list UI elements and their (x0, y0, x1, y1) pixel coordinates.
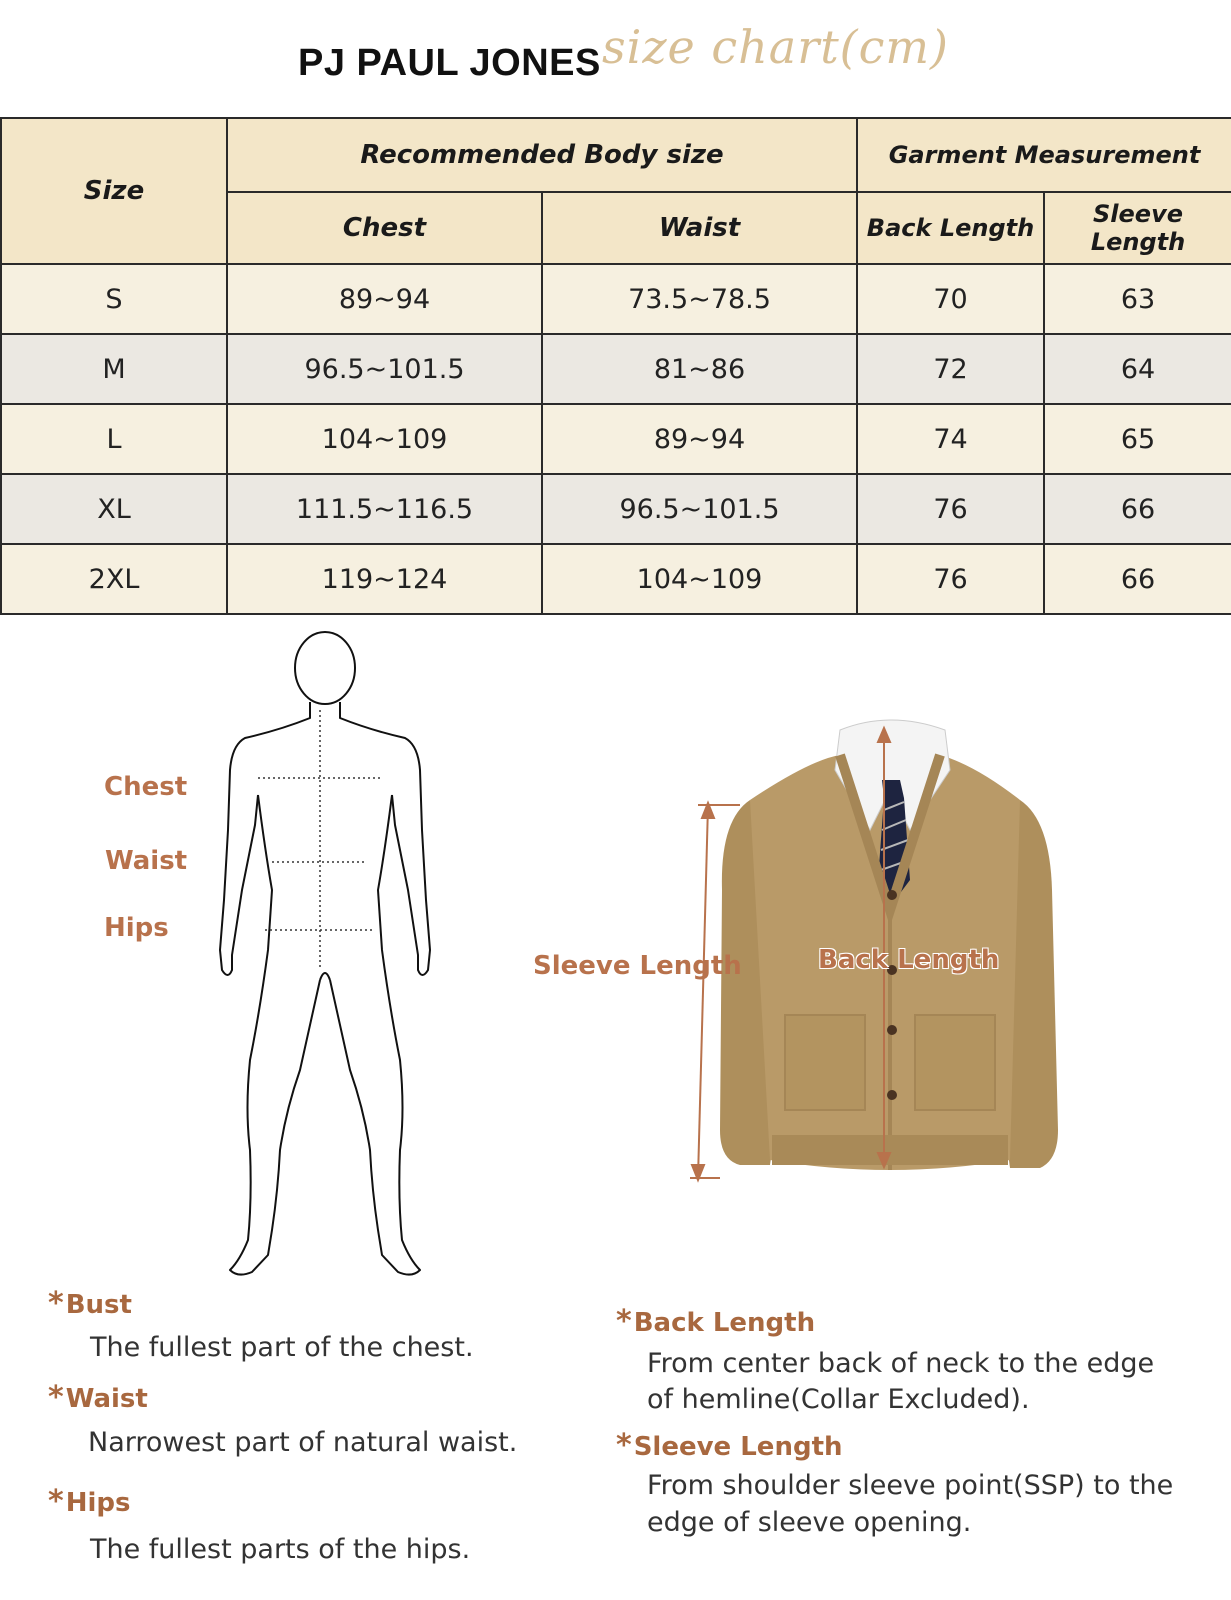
waist-header: Waist (542, 192, 857, 264)
sleeve-length-diagram-label: Sleeve Length (533, 951, 742, 981)
bust-note-title (48, 1286, 132, 1321)
table-row (1, 474, 1231, 544)
waist-note-title-text: Waist (65, 1384, 148, 1414)
bust-note-title-text: Bust (65, 1290, 132, 1320)
asterisk-icon: * (616, 1428, 632, 1463)
chest-cell: 111.5~116.5 (227, 474, 542, 544)
size-cell: S (1, 264, 227, 334)
brand-name: PJ PAUL JONES (298, 42, 601, 84)
size-cell: L (1, 404, 227, 474)
sleeve-length-cell: 64 (1044, 334, 1231, 404)
back-length-note-line1: From center back of neck to the edge (647, 1348, 1155, 1379)
chest-cell: 89~94 (227, 264, 542, 334)
table-row (1, 404, 1231, 474)
asterisk-icon: * (48, 1484, 64, 1519)
sleeve-length-note-line1: From shoulder sleeve point(SSP) to the (647, 1470, 1174, 1501)
waist-note-title (48, 1380, 148, 1415)
sleeve-length-header: Sleeve Length (1044, 192, 1231, 264)
sleeve-length-cell: 63 (1044, 264, 1231, 334)
table-row (1, 334, 1231, 404)
asterisk-icon: * (616, 1304, 632, 1339)
back-length-note-title-text: Back Length (633, 1308, 816, 1338)
back-length-diagram-label: Back Length (818, 945, 1000, 975)
waist-note-text: Narrowest part of natural waist. (88, 1427, 518, 1458)
hips-note-title (48, 1484, 130, 1519)
waist-cell: 81~86 (542, 334, 857, 404)
size-header: Size (1, 118, 227, 264)
back-length-note-title (616, 1304, 815, 1339)
back-length-cell: 76 (857, 474, 1044, 544)
asterisk-icon: * (48, 1380, 64, 1415)
sleeve-length-note-title (616, 1428, 843, 1463)
chest-cell: 104~109 (227, 404, 542, 474)
table-row (1, 544, 1231, 614)
back-length-cell: 74 (857, 404, 1044, 474)
size-cell: M (1, 334, 227, 404)
sleeve-length-note-title-text: Sleeve Length (633, 1432, 843, 1462)
size-cell: XL (1, 474, 227, 544)
chest-header: Chest (227, 192, 542, 264)
hips-diagram-label: Hips (104, 913, 169, 943)
garment-measurement-header: Garment Measurement (857, 118, 1231, 192)
sleeve-length-cell: 66 (1044, 544, 1231, 614)
chest-cell: 96.5~101.5 (227, 334, 542, 404)
back-length-cell: 76 (857, 544, 1044, 614)
back-length-header: Back Length (857, 192, 1044, 264)
bust-note-text: The fullest part of the chest. (90, 1332, 474, 1363)
back-length-cell: 70 (857, 264, 1044, 334)
waist-cell: 104~109 (542, 544, 857, 614)
waist-cell: 89~94 (542, 404, 857, 474)
size-cell: 2XL (1, 544, 227, 614)
size-chart-script-title: size chart(cm) (602, 20, 949, 74)
back-length-cell: 72 (857, 334, 1044, 404)
sleeve-length-cell: 66 (1044, 474, 1231, 544)
page-title (0, 20, 1231, 110)
asterisk-icon: * (48, 1286, 64, 1321)
chest-diagram-label: Chest (104, 772, 188, 802)
waist-cell: 96.5~101.5 (542, 474, 857, 544)
body-outline-figure (210, 630, 440, 1295)
waist-diagram-label: Waist (105, 846, 188, 876)
chest-cell: 119~124 (227, 544, 542, 614)
sleeve-length-cell: 65 (1044, 404, 1231, 474)
size-table (0, 117, 1231, 615)
back-length-note-line2: of hemline(Collar Excluded). (647, 1384, 1030, 1415)
hips-note-title-text: Hips (65, 1488, 131, 1518)
hips-note-text: The fullest parts of the hips. (90, 1534, 471, 1565)
recommended-body-size-header: Recommended Body size (227, 118, 857, 192)
sleeve-length-note-line2: edge of sleeve opening. (647, 1507, 972, 1538)
table-row (1, 264, 1231, 334)
waist-cell: 73.5~78.5 (542, 264, 857, 334)
